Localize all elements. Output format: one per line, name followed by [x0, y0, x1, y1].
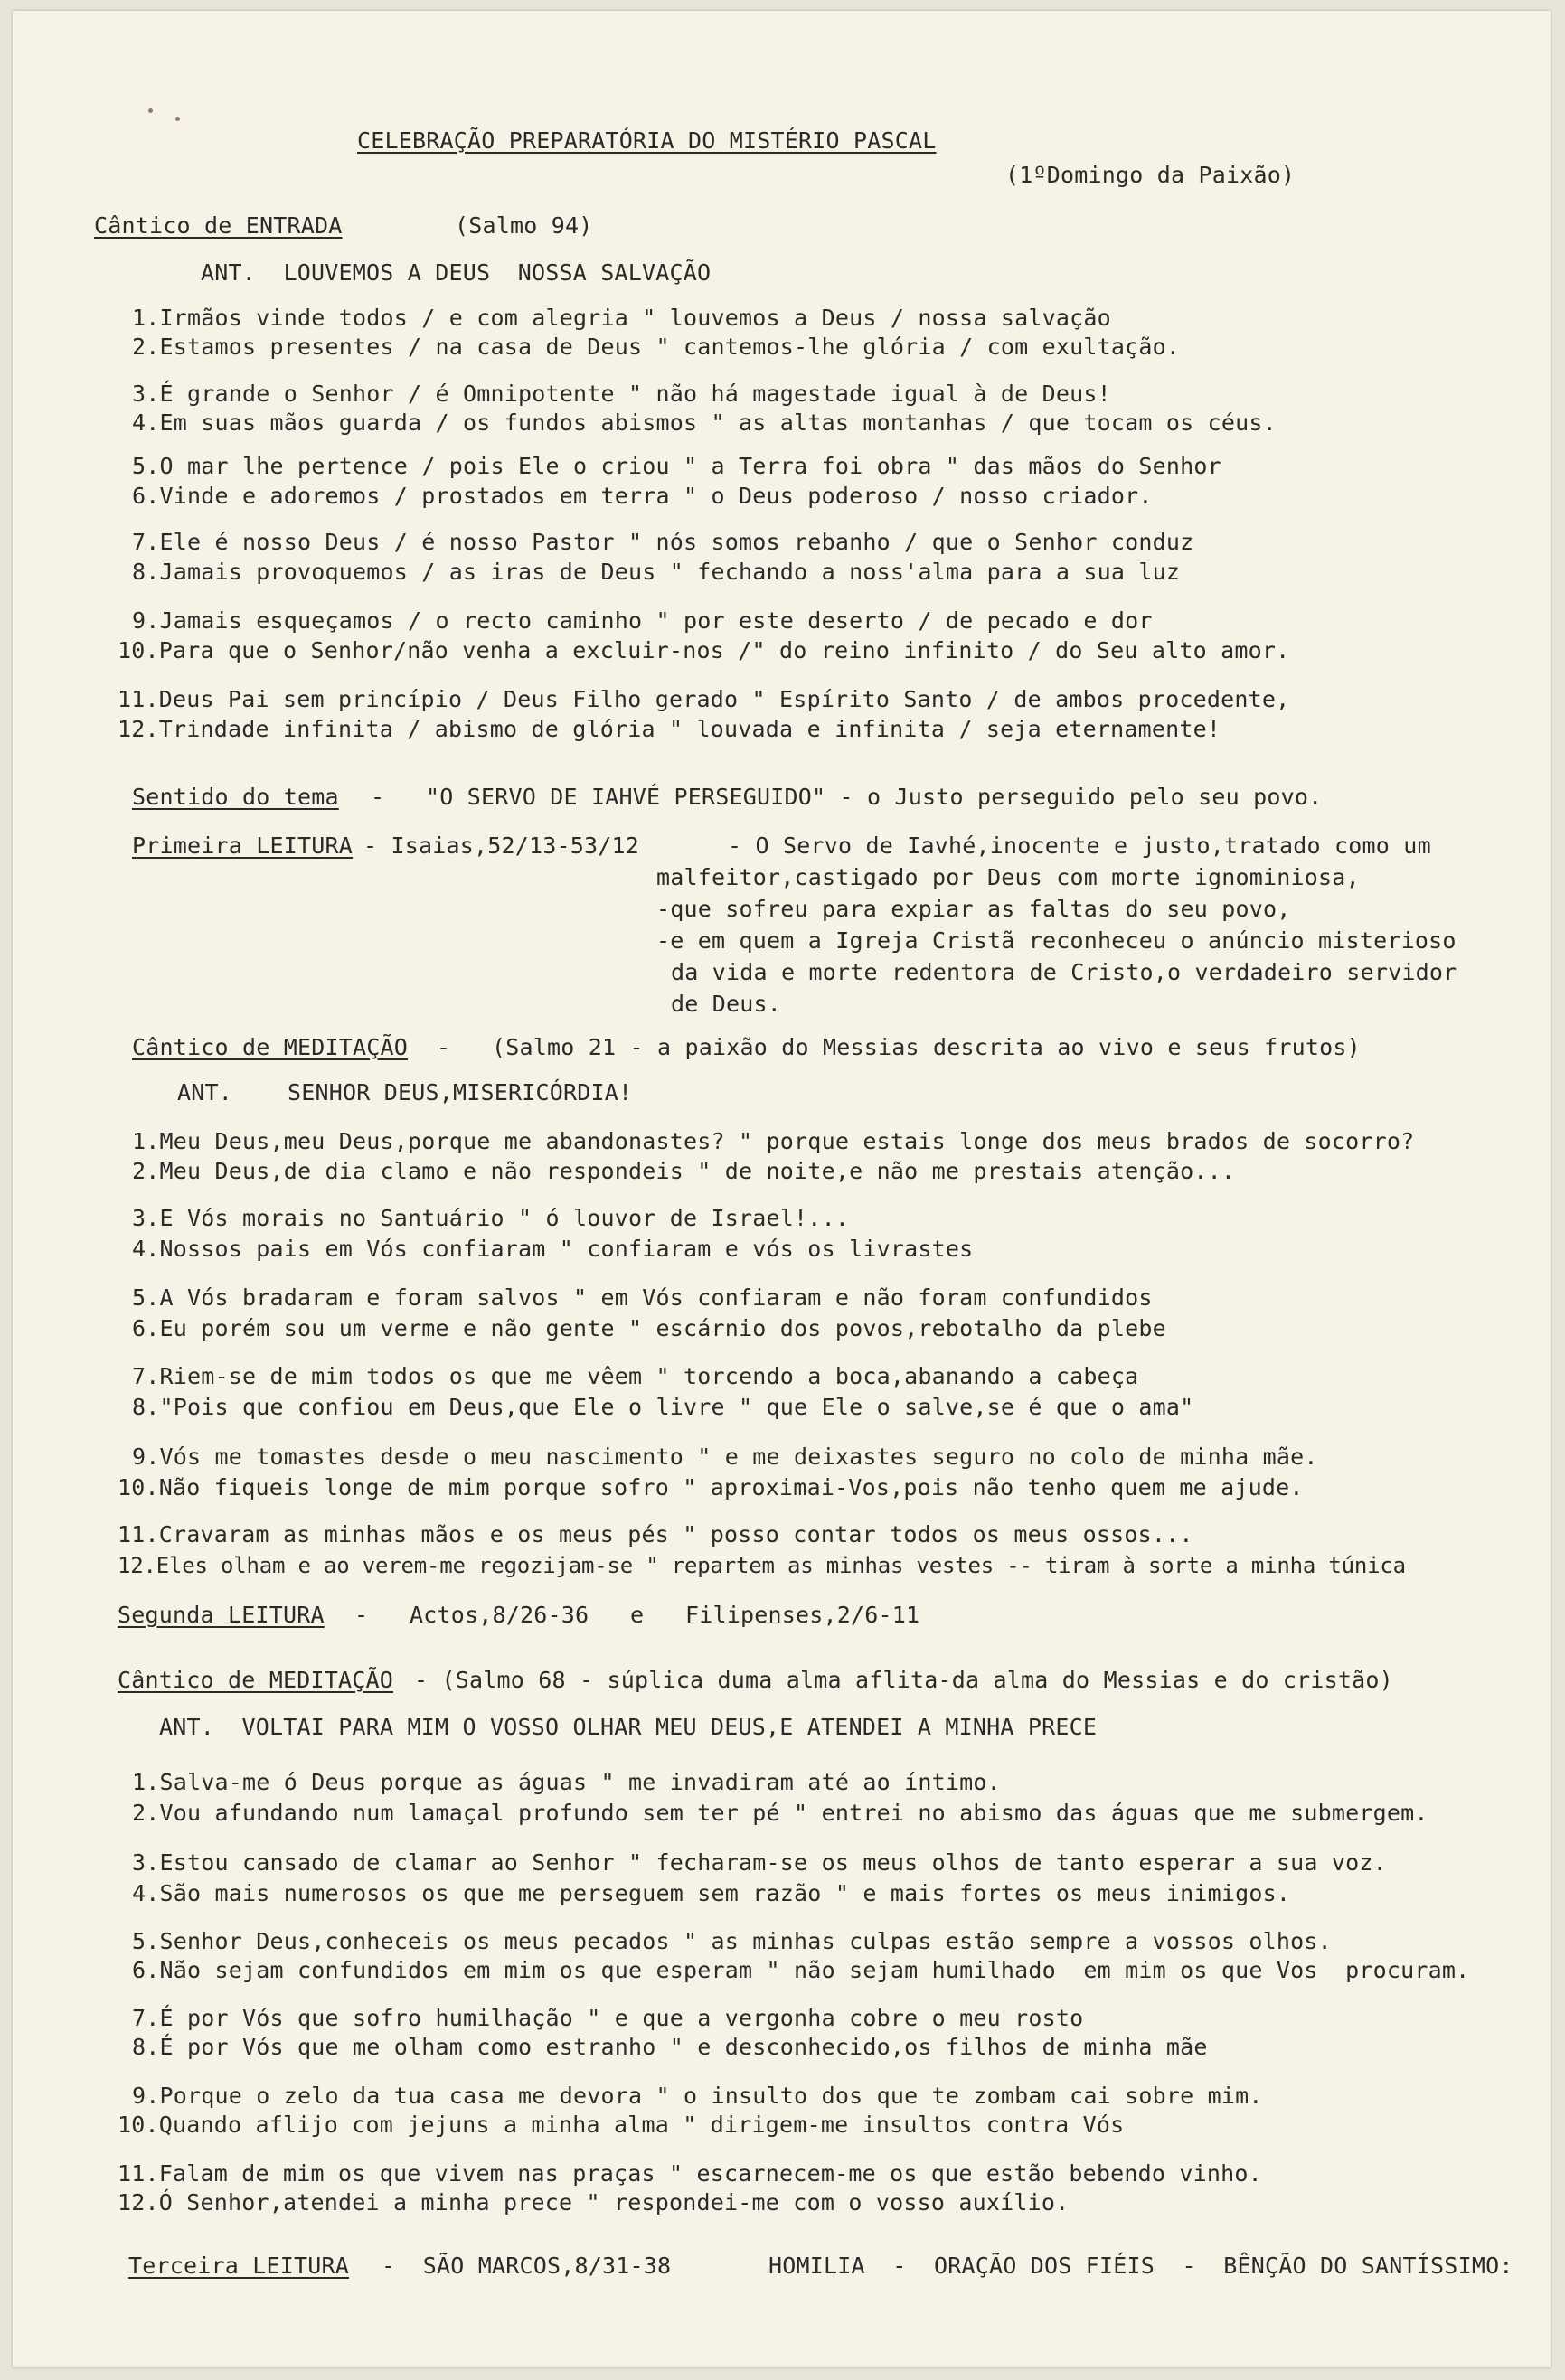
meditacao1-verse: 9.Vós me tomastes desde o meu nascimento " e me deixastes seguro no colo de minha mãe.	[132, 1444, 1318, 1470]
meditacao2-verse: 5.Senhor Deus,conheceis os meus pecados " as minhas culpas estão sempre a vossos olhos.	[132, 1928, 1332, 1954]
entrada-verse: 2.Estamos presentes / na casa de Deus " cantemos-lhe glória / com exultação.	[132, 334, 1181, 360]
meditacao1-verse: 11.Cravaram as minhas mãos e os meus pés " posso contar todos os meus ossos...	[118, 1521, 1193, 1547]
meditacao1-verse: 6.Eu porém sou um verme e não gente " escárnio dos povos,rebotalho da plebe	[132, 1315, 1166, 1341]
primeira-line: da vida e morte redentora de Cristo,o verdadeiro servidor	[671, 959, 1457, 985]
entrada-verse: 4.Em suas mãos guarda / os fundos abismos " as altas montanhas / que tocam os céus.	[132, 409, 1277, 436]
tema-label: Sentido do tema	[132, 784, 339, 810]
terceira-label: Terceira LEITURA	[128, 2253, 350, 2279]
entrada-verse: 3.É grande o Senhor / é Omnipotente " não há magestade igual à de Deus!	[132, 381, 1111, 407]
meditacao1-verse: 5.A Vós bradaram e foram salvos " em Vós confiaram e não foram confundidos	[132, 1284, 1153, 1311]
meditacao2-verse: 11.Falam de mim os que vivem nas praças " escarnecem-me os que estão bebendo vinho.	[118, 2160, 1262, 2187]
segunda-label: Segunda LEITURA	[118, 1602, 325, 1628]
entrada-verse: 1.Irmãos vinde todos / e com alegria " louvemos a Deus / nossa salvação	[132, 305, 1111, 331]
meditacao2-ref: - (Salmo 68 - súplica duma alma aflita-da alma do Messias e do cristão)	[414, 1667, 1393, 1693]
meditacao1-ref: - (Salmo 21 - a paixão do Messias descrita ao vivo e seus frutos)	[437, 1034, 1361, 1060]
entrada-verse: 7.Ele é nosso Deus / é nosso Pastor " nós somos rebanho / que o Senhor conduz	[132, 529, 1194, 555]
page-subtitle: (1ºDomingo da Paixão)	[1005, 162, 1296, 188]
primeira-line: -e em quem a Igreja Cristã reconheceu o anúncio misterioso	[656, 927, 1457, 954]
meditacao2-antiphon: ANT. VOLTAI PARA MIM O VOSSO OLHAR MEU DEUS,E ATENDEI A MINHA PRECE	[159, 1714, 1098, 1740]
entrada-verse: 5.O mar lhe pertence / pois Ele o criou " a Terra foi obra " das mãos do Senhor	[132, 453, 1221, 479]
terceira-rest: HOMILIA - ORAÇÃO DOS FIÉIS - BÊNÇÃO DO SANTÍSSIMO:	[768, 2253, 1513, 2279]
meditacao2-verse: 10.Quando aflijo com jejuns a minha alma " dirigem-me insultos contra Vós	[118, 2112, 1125, 2138]
meditacao2-verse: 2.Vou afundando num lamaçal profundo sem ter pé " entrei no abismo das águas que me submergem.	[132, 1800, 1428, 1826]
primeira-line: de Deus.	[671, 991, 782, 1017]
meditacao2-verse: 9.Porque o zelo da tua casa me devora " o insulto dos que te zombam cai sobre mim.	[132, 2083, 1263, 2109]
entrada-verse: 11.Deus Pai sem princípio / Deus Filho gerado " Espírito Santo / de ambos procedente,	[118, 686, 1290, 712]
meditacao1-verse: 8."Pois que confiou em Deus,que Ele o livre " que Ele o salve,se é que o ama"	[132, 1394, 1194, 1420]
entrada-verse: 8.Jamais provoquemos / as iras de Deus " fechando a noss'alma para a sua luz	[132, 559, 1181, 585]
entrada-verse: 10.Para que o Senhor/não venha a excluir-nos /" do reino infinito / do Seu alto amor.	[118, 637, 1290, 663]
meditacao2-verse: 6.Não sejam confundidos em mim os que esperam " não sejam humilhado em mim os que Vos procuram.	[132, 1957, 1470, 1983]
paper-speck	[148, 108, 153, 113]
meditacao1-label: Cântico de MEDITAÇÃO	[132, 1034, 409, 1060]
meditacao1-verse: 7.Riem-se de mim todos os que me vêem " torcendo a boca,abanando a cabeça	[132, 1363, 1139, 1389]
meditacao2-verse: 1.Salva-me ó Deus porque as águas " me invadiram até ao íntimo.	[132, 1769, 1001, 1795]
primeira-line: malfeitor,castigado por Deus com morte ignominiosa,	[656, 864, 1360, 890]
segunda-ref: - Actos,8/26-36 e Filipenses,2/6-11	[354, 1602, 920, 1628]
tema-text: - "O SERVO DE IAHVÉ PERSEGUIDO" - o Justo perseguido pelo seu povo.	[371, 784, 1323, 810]
primeira-label: Primeira LEITURA	[132, 833, 354, 859]
meditacao1-verse: 4.Nossos pais em Vós confiaram " confiaram e vós os livrastes	[132, 1236, 974, 1262]
primeira-line: - O Servo de Iavhé,inocente e justo,tratado como um	[728, 833, 1431, 859]
terceira-ref: - SÃO MARCOS,8/31-38	[382, 2253, 672, 2279]
meditacao2-verse: 3.Estou cansado de clamar ao Senhor " fecharam-se os meus olhos de tanto esperar a sua voz.	[132, 1849, 1387, 1876]
meditacao1-verse: 1.Meu Deus,meu Deus,porque me abandonastes? " porque estais longe dos meus brados de socorro?	[132, 1128, 1415, 1154]
entrada-verse: 9.Jamais esqueçamos / o recto caminho " por este deserto / de pecado e dor	[132, 607, 1153, 634]
meditacao1-verse: 3.E Vós morais no Santuário " ó louvor de Israel!...	[132, 1205, 850, 1231]
primeira-ref: - Isaias,52/13-53/12	[363, 833, 640, 859]
entrada-ref: (Salmo 94)	[455, 212, 593, 239]
entrada-verse: 6.Vinde e adoremos / prostados em terra " o Deus poderoso / nosso criador.	[132, 483, 1153, 509]
meditacao2-label: Cântico de MEDITAÇÃO	[118, 1667, 394, 1693]
meditacao1-verse: 10.Não fiqueis longe de mim porque sofro " aproximai-Vos,pois não tenho quem me ajude.	[118, 1474, 1304, 1500]
meditacao1-antiphon: ANT. SENHOR DEUS,MISERICÓRDIA!	[177, 1079, 633, 1105]
paper-speck	[175, 117, 180, 121]
meditacao2-verse: 7.É por Vós que sofro humilhação " e que a vergonha cobre o meu rosto	[132, 2005, 1084, 2031]
entrada-antiphon: ANT. LOUVEMOS A DEUS NOSSA SALVAÇÃO	[201, 259, 712, 286]
meditacao2-verse: 12.Ó Senhor,atendei a minha prece " respondei-me com o vosso auxílio.	[118, 2189, 1070, 2215]
primeira-line: -que sofreu para expiar as faltas do seu povo,	[656, 896, 1291, 922]
entrada-label: Cântico de ENTRADA	[94, 212, 343, 239]
meditacao1-verse: 2.Meu Deus,de dia clamo e não respondeis " de noite,e não me prestais atenção...	[132, 1158, 1236, 1184]
meditacao1-verse: 12.Eles olham e ao verem-me regozijam-se " repartem as minhas vestes -- tiram à sorte a minha túnica	[118, 1553, 1406, 1578]
meditacao2-verse: 4.São mais numerosos os que me perseguem sem razão " e mais fortes os meus inimigos.	[132, 1880, 1291, 1906]
entrada-verse: 12.Trindade infinita / abismo de glória " louvada e infinita / seja eternamente!	[118, 716, 1221, 742]
page-title: CELEBRAÇÃO PREPARATÓRIA DO MISTÉRIO PASCAL	[357, 127, 937, 154]
meditacao2-verse: 8.É por Vós que me olham como estranho " e desconhecido,os filhos de minha mãe	[132, 2034, 1208, 2060]
